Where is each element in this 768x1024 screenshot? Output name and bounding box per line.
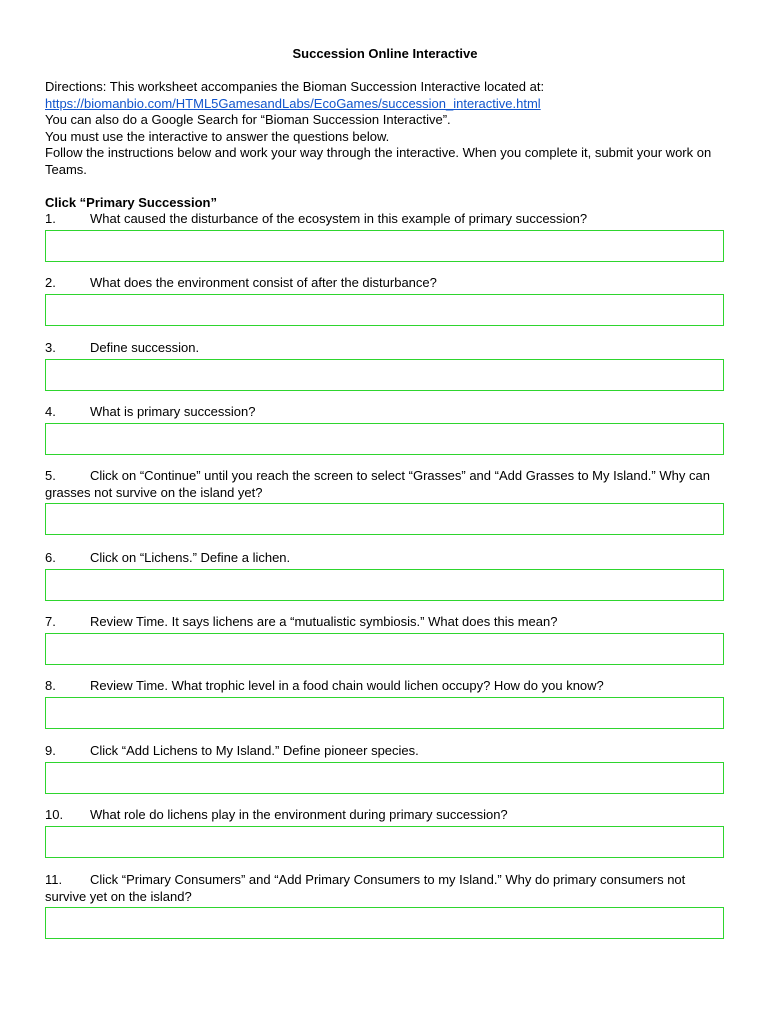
directions-line-1: Directions: This worksheet accompanies the Bioman Succession Interactive located at: (45, 79, 545, 94)
directions-line-3: You must use the interactive to answer the questions below. (45, 128, 390, 144)
question-text: What does the environment consist of after the disturbance? (90, 275, 437, 290)
worksheet-header (45, 46, 725, 212)
question-number: 5. (45, 468, 56, 483)
question-text: What caused the disturbance of the ecosystem in this example of primary succession? (90, 211, 588, 226)
question-text: Define succession. (90, 340, 200, 355)
question-9 (45, 743, 724, 794)
answer-field-3[interactable] (45, 359, 724, 391)
question-number: 7. (45, 614, 56, 629)
question-text: Click “Add Lichens to My Island.” Define pioneer species. (90, 743, 419, 758)
answer-field-9[interactable] (45, 762, 724, 794)
question-5 (45, 468, 724, 535)
question-1 (45, 211, 724, 262)
question-3 (45, 340, 724, 391)
question-4 (45, 404, 724, 455)
question-7 (45, 614, 724, 665)
answer-field-6[interactable] (45, 569, 724, 601)
answer-field-11[interactable] (45, 907, 724, 939)
answer-field-1[interactable] (45, 230, 724, 262)
worksheet-title: Succession Online Interactive (292, 46, 478, 61)
question-10 (45, 807, 724, 858)
answer-field-4[interactable] (45, 423, 724, 455)
answer-field-7[interactable] (45, 633, 724, 665)
question-8 (45, 678, 724, 729)
directions-block (45, 79, 725, 178)
question-text: What is primary succession? (90, 404, 256, 419)
answer-field-10[interactable] (45, 826, 724, 858)
question-number: 8. (45, 678, 56, 693)
question-6 (45, 550, 724, 601)
question-number: 3. (45, 340, 56, 355)
question-number: 6. (45, 550, 56, 565)
question-text: Click on “Continue” until you reach the screen to select “Grasses” and “Add Grasses to My Island.” Why can grasses not survive on the island yet? (45, 468, 710, 500)
question-number: 1. (45, 211, 56, 226)
question-text: Click on “Lichens.” Define a lichen. (90, 550, 291, 565)
question-text: Review Time. What trophic level in a food chain would lichen occupy? How do you know? (90, 678, 604, 693)
section-heading: Click “Primary Succession” (45, 195, 217, 210)
question-text: What role do lichens play in the environment during primary succession? (90, 807, 508, 822)
interactive-link[interactable]: https://biomanbio.com/HTML5GamesandLabs/EcoGames/succession_interactive.html (45, 95, 541, 111)
directions-line-4: Follow the instructions below and work your way through the interactive. When you complete it, submit your work on Teams. (45, 145, 712, 177)
question-number: 10. (45, 807, 64, 822)
question-number: 4. (45, 404, 56, 419)
question-number: 11. (45, 872, 63, 887)
directions-line-2: You can also do a Google Search for “Bioman Succession Interactive”. (45, 112, 451, 127)
answer-field-5[interactable] (45, 503, 724, 535)
question-text: Click “Primary Consumers” and “Add Primary Consumers to my Island.” Why do primary consumers not survive yet on the island? (45, 872, 686, 904)
question-number: 9. (45, 743, 56, 758)
answer-field-2[interactable] (45, 294, 724, 326)
question-2 (45, 275, 724, 326)
answer-field-8[interactable] (45, 697, 724, 729)
question-11 (45, 872, 724, 939)
question-text: Review Time. It says lichens are a “mutualistic symbiosis.” What does this mean? (90, 614, 558, 629)
question-number: 2. (45, 275, 56, 290)
